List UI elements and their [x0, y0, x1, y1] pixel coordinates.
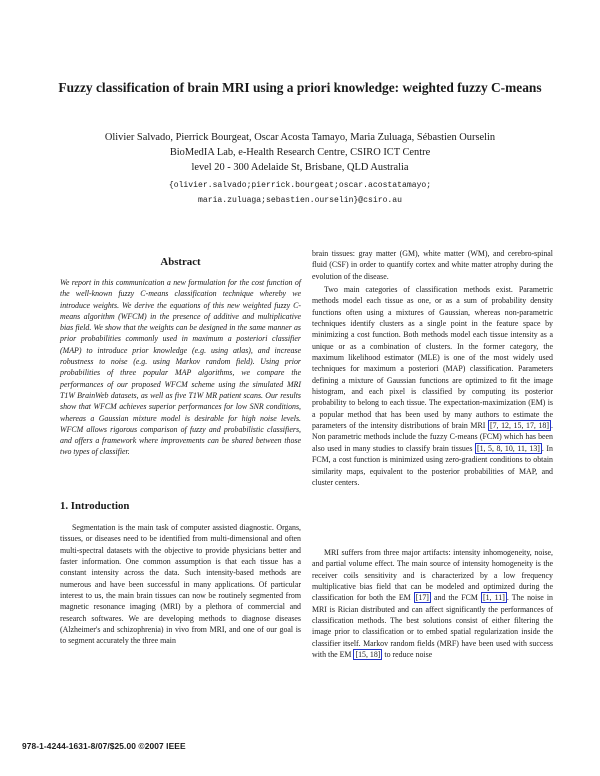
para3-text-d: to reduce noise [384, 650, 433, 660]
citation-link[interactable]: [1, 5, 8, 10, 11, 13] [476, 443, 540, 453]
citation-link[interactable]: [1, 11] [482, 593, 505, 603]
right-paragraph-1: brain tissues: gray matter (GM), white matter (WM), and cerebro-spinal fluid (CSF) in order to quantify cortex and white matter atrophy during the evolution of the disease. [312, 249, 553, 281]
address: level 20 - 300 Adelaide St, Brisbane, QLD Australia [191, 162, 409, 173]
author-emails [40, 178, 560, 208]
citation-link[interactable]: [17] [415, 593, 429, 603]
emails-line-1: {olivier.salvado;pierrick.bourgeat;oscar.acostatamayo; [168, 181, 432, 190]
intro-text: Segmentation is the main task of computer assisted diagnostic. Organs, tissues, or diseases need to be identified from multi-dimensional and often multi-spectral datasets with the objective to provide physicians better and faster information. One common assumption is that each tissue has a constant intensity across the data. Such intensity-based methods are numerous and have been successful in many applications. Of particular interest to us, the main brain tissues can now be routinely segmented from magnetic resonance imaging (MRI) by a plethora of commercial and research softwares. We are developing methods to diagnose diseases (Alzheimer's and schizophrenia) in vivo from MRI, and one of our goal is to segment accurately the three main [60, 523, 301, 646]
emails-line-2: maria.zuluaga;sebastien.ourselin}@csiro.au [198, 196, 402, 205]
copyright-footer: 978-1-4244-1631-8/07/$25.00 ©2007 IEEE [22, 741, 186, 751]
para3-text-c: . The noise in MRI is Rician distributed and can affect significantly the performances of classification methods. The best solutions consist of either filtering the image prior to classification or to embed spatial regularization inside the classifier itself. Markov random fields (MRF) have been used with success with the EM [312, 593, 553, 660]
para2-text-b: . Non parametric methods include the fuzzy C-means (FCM) which has been also used in many studies to classify brain tissues [312, 421, 553, 453]
citation-link[interactable]: [7, 12, 15, 17, 18] [489, 421, 550, 431]
right-paragraph-3 [312, 547, 553, 660]
para2-text-c: . In FCM, a cost function is minimized using zero-gradient conditions to obtain similarity maps, equivalent to the posterior probabilities of MAP, and cluster centers. [312, 443, 553, 487]
affiliation: BioMedIA Lab, e-Health Research Centre, CSIRO ICT Centre [169, 147, 431, 158]
para3-text-b: and the FCM [434, 593, 478, 603]
intro-heading: 1. Introduction [60, 500, 130, 512]
citation-link[interactable]: [15, 18] [355, 650, 381, 660]
para2-text-a: Two main categories of classification methods exist. Parametric methods model each tissue as one, or as a sum of probability density functions often using a mixtures of Gaussian, whereas non-parametric techniques identify clusters as a single point in the feature space by minimizing a cost function. Both methods model each tissue intensity as a unique or as a combination of clusters. In the former category, the maximum likelihood estimator (MLE) is one of the most widely used techniques for maximum a posteriori (MAP) classification. Parameters defining a mixture of Gaussian functions are optimized to fit the image histogram, and each pixel is classified by computing its posterior probability to belong to each tissue. The expectation-maximization (EM) is a popular method that has been used by many authors to estimate the parameters of the intensity distributions of brain MRI [312, 285, 553, 431]
author-names: Olivier Salvado, Pierrick Bourgeat, Oscar Acosta Tamayo, Maria Zuluaga, Sébastien Ourselin [104, 132, 496, 143]
abstract-heading: Abstract [160, 256, 201, 268]
paper-title: Fuzzy classification of brain MRI using a priori knowledge: weighted fuzzy C-means [58, 80, 542, 95]
right-paragraph-2 [312, 284, 553, 488]
abstract-text: We report in this communication a new formulation for the cost function of the well-known fuzzy C-means classification technique whereby we introduce weights. We derive the equations of this new weighted fuzzy C-means algorithm (WFCM) in the presence of additive and multiplicative bias field. We show that the weights can be designed in the same manner as prior probabilities commonly used in maximum a posteriori classifier (MAP) to introduce prior knowledge (e.g. using atlas), and increase robustness to noise (e.g. using Markov random field). Using prior probabilities of three popular MAP algorithms, we compare the performances of our proposed WFCM scheme using the simulated MRI T1W BrainWeb datasets, as well as five T1W MR patient scans. Our results show that WFCM achieves superior performances for low SNR conditions, whereas a Gaussian mixture model is desirable for high noise levels. WFCM allows rigorous comparison of fuzzy and probabilistic classifiers, and offers a framework where improvements can be shared between those two types of classifier. [60, 278, 301, 457]
author-block [40, 130, 560, 175]
para3-text-a: MRI suffers from three major artifacts: intensity inhomogeneity, noise, and partial volume effect. The main source of intensity homogeneity is the receiver coils sensitivity and is characterized by a low frequency multiplicative bias field that can be modeled and optimized during the classification for both the EM [312, 548, 553, 603]
